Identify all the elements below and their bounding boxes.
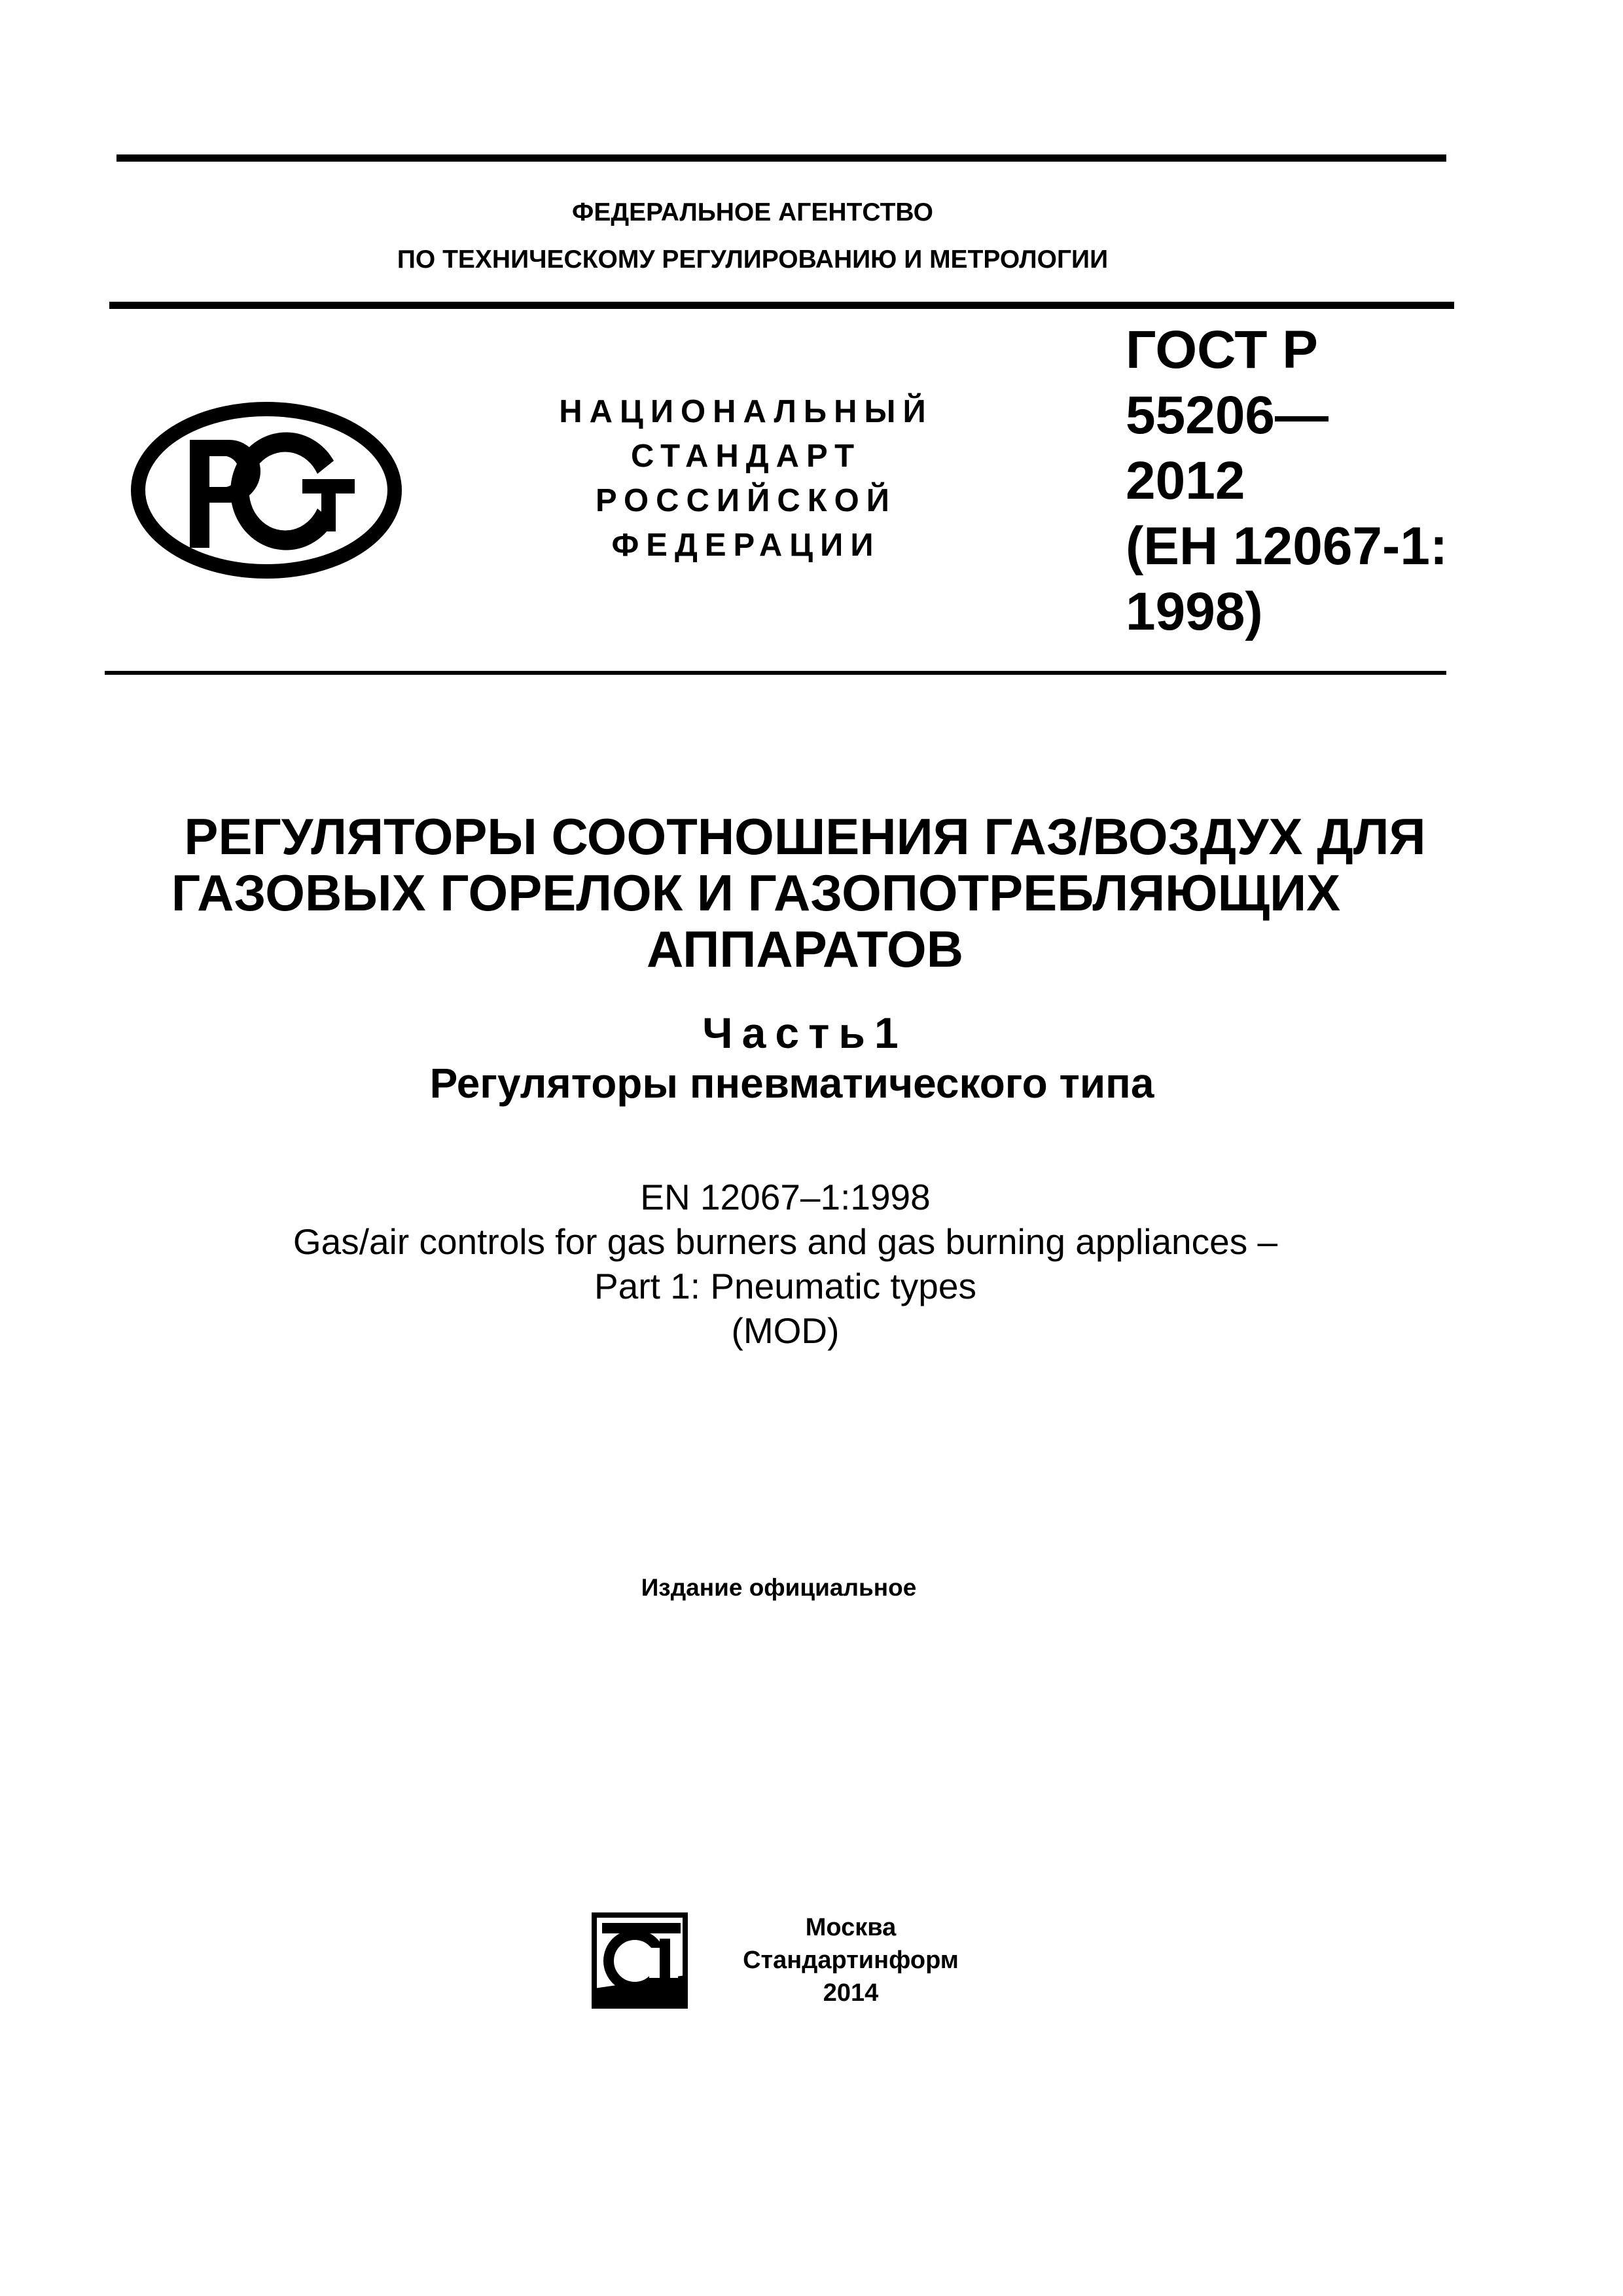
agency-line-2: ПО ТЕХНИЧЕСКОМУ РЕГУЛИРОВАНИЮ И МЕТРОЛОГИИ xyxy=(397,245,1109,274)
gost-line-2: 55206— xyxy=(1126,386,1329,445)
publisher-name: Стандартинформ xyxy=(743,1946,959,1974)
en-line-4: (MOD) xyxy=(731,1310,840,1351)
en-line-3: Part 1: Pneumatic types xyxy=(594,1266,976,1306)
publisher-city: Москва xyxy=(805,1914,897,1941)
national-line-2: СТАНДАРТ xyxy=(630,439,862,474)
agency-line-1: ФЕДЕРАЛЬНОЕ АГЕНТСТВО xyxy=(572,198,933,226)
part-label: Часть1 xyxy=(702,1009,908,1057)
national-line-1: НАЦИОНАЛЬНЫЙ xyxy=(559,394,933,429)
national-line-3: РОССИЙСКОЙ xyxy=(596,483,897,518)
document-subtitle: Регуляторы пневматического типа xyxy=(429,1060,1154,1107)
en-line-2: Gas/air controls for gas burners and gas burning appliances – xyxy=(293,1221,1278,1262)
national-line-4: ФЕДЕРАЦИИ xyxy=(611,528,881,563)
third-rule xyxy=(105,671,1446,675)
title-line-1: РЕГУЛЯТОРЫ СООТНОШЕНИЯ ГАЗ/ВОЗДУХ ДЛЯ xyxy=(184,808,1426,865)
publisher-block xyxy=(720,1911,982,2009)
gost-line-5: 1998) xyxy=(1126,582,1263,641)
en-line-1: EN 12067–1:1998 xyxy=(640,1177,931,1217)
rst-emblem-icon xyxy=(131,401,402,581)
document-title xyxy=(131,808,1479,977)
edition-label: Издание официальное xyxy=(641,1574,917,1601)
standartinform-logo-icon xyxy=(589,1910,690,2011)
title-line-2: ГАЗОВЫХ ГОРЕЛОК И ГАЗОПОТРЕБЛЯЮЩИХ xyxy=(171,864,1341,922)
national-standard-label xyxy=(510,389,982,567)
gost-line-3: 2012 xyxy=(1126,451,1245,511)
gost-designation xyxy=(1126,317,1479,645)
second-rule xyxy=(109,302,1454,309)
title-line-3: АППАРАТОВ xyxy=(646,920,964,978)
publisher-year: 2014 xyxy=(823,1979,879,2007)
gost-line-4: (ЕН 12067-1: xyxy=(1126,516,1448,576)
gost-line-1: ГОСТ Р xyxy=(1126,320,1318,380)
top-rule xyxy=(116,154,1446,162)
en-standard-block xyxy=(196,1175,1374,1353)
